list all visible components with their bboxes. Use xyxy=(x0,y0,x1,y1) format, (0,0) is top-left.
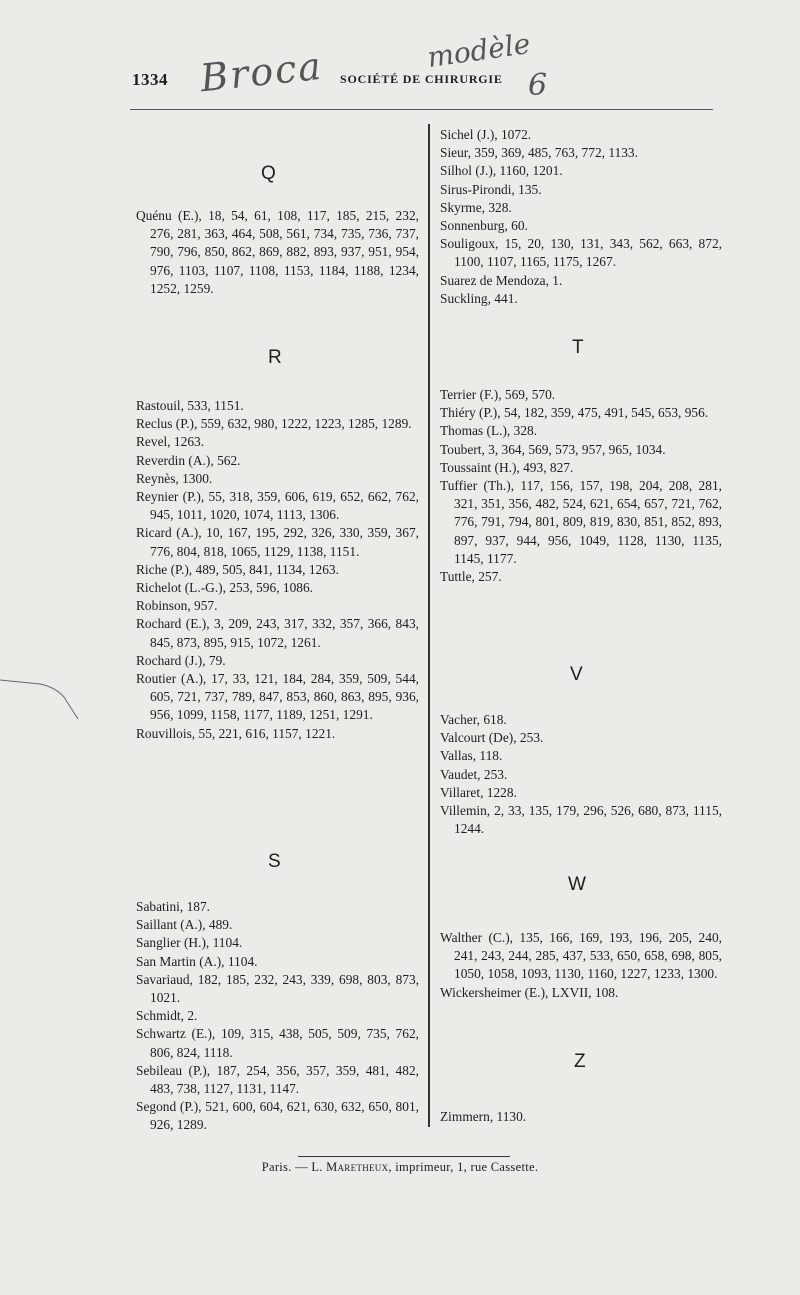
printer-footer xyxy=(0,1160,800,1175)
index-entry: Wickersheimer (E.), LXVII, 108. xyxy=(440,984,619,1000)
section-s-entries xyxy=(136,898,419,1135)
section-v-entries xyxy=(440,711,722,838)
section-letter-w: W xyxy=(568,874,586,895)
index-entry: Rochard (E.), 3, 209, 243, 317, 332, 357, 366, 843, 845, 873, 895, 915, 1072, 1261. xyxy=(136,616,419,650)
index-entry: Valcourt (De), 253. xyxy=(440,730,544,746)
index-entry: Villaret, 1228. xyxy=(440,784,517,800)
index-entry: Reverdin (A.), 562. xyxy=(136,452,241,468)
index-entry: Rochard (J.), 79. xyxy=(136,652,226,668)
section-t-entries xyxy=(440,386,722,586)
footer-printer-address: imprimeur, 1, rue Cassette. xyxy=(395,1160,539,1174)
index-entry: Reynier (P.), 55, 318, 359, 606, 619, 652, 662, 762, 945, 1011, 1020, 1074, 1113, 1306. xyxy=(136,489,419,523)
index-entry: Sonnenburg, 60. xyxy=(440,218,528,234)
index-entry: Robinson, 957. xyxy=(136,598,218,614)
index-entry: Zimmern, 1130. xyxy=(440,1109,527,1124)
index-entry: Rouvillois, 55, 221, 616, 1157, 1221. xyxy=(136,725,336,741)
index-entry: Villemin, 2, 33, 135, 179, 296, 526, 680, 873, 1115, 1244. xyxy=(440,803,722,837)
index-entry: Souligoux, 15, 20, 130, 131, 343, 562, 663, 872, 1100, 1107, 1165, 1175, 1267. xyxy=(440,236,722,270)
index-entry: Rastouil, 533, 1151. xyxy=(136,398,244,413)
index-entry: Sanglier (H.), 1104. xyxy=(136,935,243,951)
footer-printer-name: L. Maretheux, xyxy=(311,1160,392,1174)
index-entry: Revel, 1263. xyxy=(136,434,205,450)
index-entry: Schmidt, 2. xyxy=(136,1008,198,1024)
index-entry: Reynès, 1300. xyxy=(136,470,213,486)
index-entry: Vaudet, 253. xyxy=(440,766,508,782)
index-entry: Sirus-Pirondi, 135. xyxy=(440,181,542,197)
index-entry: Toussaint (H.), 493, 827. xyxy=(440,459,574,475)
section-w-entries xyxy=(440,929,722,1002)
index-entry: Ricard (A.), 10, 167, 195, 292, 326, 330, 359, 367, 776, 804, 818, 1065, 1129, 1138, 1151. xyxy=(136,525,419,559)
index-entry: Silhol (J.), 1160, 1201. xyxy=(440,163,563,179)
index-entry: Terrier (F.), 569, 570. xyxy=(440,387,556,402)
section-letter-t: T xyxy=(572,337,584,358)
section-r-entries xyxy=(136,397,419,743)
index-entry: Richelot (L.-G.), 253, 596, 1086. xyxy=(136,580,314,596)
index-entry: Saillant (A.), 489. xyxy=(136,917,233,933)
handwritten-annotation-left: Broca xyxy=(198,43,325,101)
index-entry: Sebileau (P.), 187, 254, 356, 357, 359, 481, 482, 483, 738, 1127, 1131, 1147. xyxy=(136,1062,419,1097)
index-entry: Thomas (L.), 328. xyxy=(440,423,538,439)
index-entry: Tuttle, 257. xyxy=(440,569,502,585)
footer-rule xyxy=(298,1156,510,1157)
index-entry: Schwartz (E.), 109, 315, 438, 505, 509, 735, 762, 806, 824, 1118. xyxy=(136,1026,419,1060)
page-number: 1334 xyxy=(132,70,168,89)
section-letter-z: Z xyxy=(574,1051,586,1072)
index-entry: Quénu (E.), 18, 54, 61, 108, 117, 185, 215, 232, 276, 281, 363, 464, 508, 561, 734, 735, 736, 737, 790, 796, 850, 862, 869, 882, 893, 937, 951, 954, 976, 1103, 1107, 1108, 1153, 1184, 1188, 1234, 1252, 1259. xyxy=(136,208,419,296)
section-letter-v: V xyxy=(570,664,583,685)
footer-city: Paris. — xyxy=(261,1160,308,1174)
index-entry: Toubert, 3, 364, 569, 573, 957, 965, 1034. xyxy=(440,441,666,457)
index-entry: Suarez de Mendoza, 1. xyxy=(440,272,563,288)
section-letter-r: R xyxy=(268,347,282,368)
header-rule xyxy=(130,109,713,110)
index-entry: Savariaud, 182, 185, 232, 243, 339, 698, 803, 873, 1021. xyxy=(136,971,419,1006)
index-entry: Reclus (P.), 559, 632, 980, 1222, 1223, 1285, 1289. xyxy=(136,416,412,432)
section-z-entries xyxy=(440,1108,722,1126)
index-entry: Routier (A.), 17, 33, 121, 184, 284, 359, 509, 544, 605, 721, 737, 789, 847, 853, 860, 863, 895, 936, 956, 1099, 1158, 1177, 1189, 1251, 1291. xyxy=(136,671,419,723)
section-letter-s: S xyxy=(268,851,281,872)
index-entry: San Martin (A.), 1104. xyxy=(136,953,258,969)
index-entry: Vacher, 618. xyxy=(440,712,507,727)
index-entry: Vallas, 118. xyxy=(440,748,503,764)
section-s-continued-entries xyxy=(440,126,722,308)
index-entry: Tuffier (Th.), 117, 156, 157, 198, 204, 208, 281, 321, 351, 356, 482, 524, 621, 654, 657, 721, 762, 776, 791, 794, 801, 809, 819, 830, 851, 852, 893, 897, 937, 944, 956, 1049, 1128, 1130, 1135, 1145, 1177. xyxy=(440,478,722,566)
index-entry: Thiéry (P.), 54, 182, 359, 475, 491, 545, 653, 956. xyxy=(440,405,709,421)
handwritten-annotation-right: modèle xyxy=(425,26,533,75)
page-header xyxy=(132,26,692,103)
index-entry: Sieur, 359, 369, 485, 763, 772, 1133. xyxy=(440,145,638,161)
index-entry: Walther (C.), 135, 166, 169, 193, 196, 205, 240, 241, 243, 244, 285, 437, 533, 650, 658, 698, 805, 1050, 1058, 1093, 1130, 1160, 1227, 1233, 1300. xyxy=(440,930,722,982)
column-divider xyxy=(428,124,430,1127)
index-entry: Suckling, 441. xyxy=(440,290,518,306)
index-entry: Sabatini, 187. xyxy=(136,899,211,914)
margin-pencil-mark xyxy=(0,677,80,727)
index-entry: Skyrme, 328. xyxy=(440,199,512,215)
index-entry: Segond (P.), 521, 600, 604, 621, 630, 632, 650, 801, 926, 1289. xyxy=(136,1099,419,1133)
index-entry: Sichel (J.), 1072. xyxy=(440,127,532,142)
section-letter-q: Q xyxy=(261,163,276,184)
handwritten-number: 6 xyxy=(528,68,548,103)
running-title: SOCIÉTÉ DE CHIRURGIE xyxy=(340,72,503,86)
index-entry: Riche (P.), 489, 505, 841, 1134, 1263. xyxy=(136,561,339,577)
section-q-entries xyxy=(136,207,419,298)
